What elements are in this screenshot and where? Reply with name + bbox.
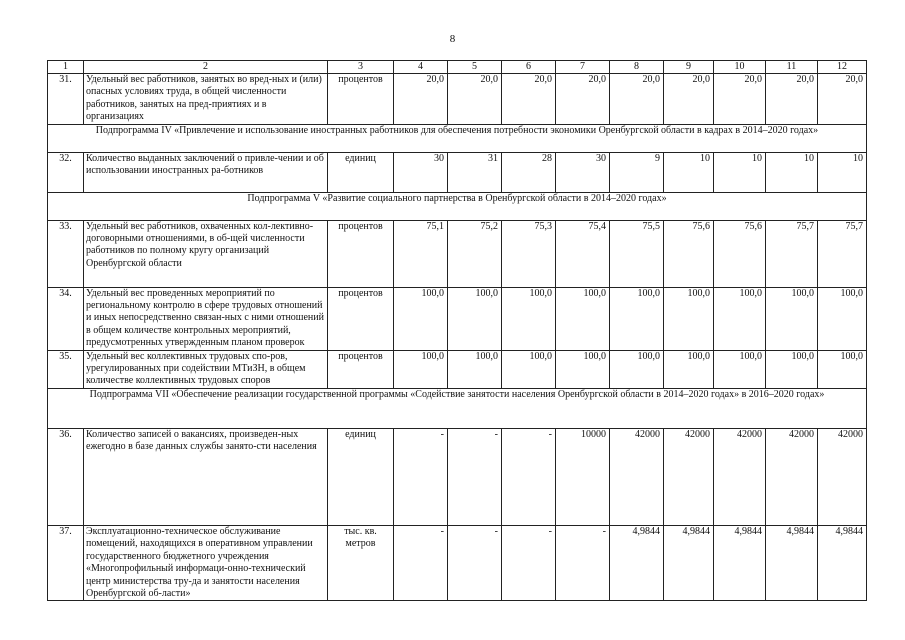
unit-cell: процентов (328, 287, 394, 350)
value-cell: 100,0 (664, 350, 714, 388)
value-cell: 10000 (556, 428, 610, 525)
indicator-name: Удельный вес работников, занятых во вред-ных и (или) опасных условиях труда, в общей численности работников, занятых на пред-приятиях и в организациях (84, 74, 328, 125)
value-cell: 100,0 (664, 287, 714, 350)
row-number: 35. (48, 350, 84, 388)
row-number: 36. (48, 428, 84, 525)
indicator-name: Эксплуатационно-техническое обслуживание помещений, находящихся в оперативном управлении государственного бюджетного учреждения «Многопрофильный информаци-онно-технический центр министерства тру-да и занятости населения Оренбургской об-ласти» (84, 525, 328, 600)
column-header: 4 (394, 61, 448, 74)
value-cell: 100,0 (556, 350, 610, 388)
value-cell: 4,9844 (610, 525, 664, 600)
value-cell: 100,0 (394, 350, 448, 388)
value-cell: 20,0 (766, 74, 818, 125)
subprogram-row (48, 124, 867, 152)
value-cell: 100,0 (556, 287, 610, 350)
value-cell: 75,1 (394, 220, 448, 287)
value-cell: 20,0 (714, 74, 766, 125)
indicator-name: Удельный вес коллективных трудовых спо-ров, урегулированных при содействии МТиЗН, в общем количестве коллективных трудовых споров (84, 350, 328, 388)
row-number: 31. (48, 74, 84, 125)
unit-cell: единиц (328, 152, 394, 192)
value-cell: 42000 (818, 428, 867, 525)
indicator-name: Количество записей о вакансиях, произведен-ных ежегодно в базе данных службы занято-сти населения (84, 428, 328, 525)
value-cell: 75,3 (502, 220, 556, 287)
value-cell: 4,9844 (766, 525, 818, 600)
table-row (48, 350, 867, 388)
value-cell: 30 (556, 152, 610, 192)
value-cell: 4,9844 (818, 525, 867, 600)
table-row (48, 428, 867, 525)
value-cell: 20,0 (502, 74, 556, 125)
value-cell: 100,0 (394, 287, 448, 350)
value-cell: 75,7 (818, 220, 867, 287)
value-cell: 10 (818, 152, 867, 192)
value-cell: 20,0 (818, 74, 867, 125)
unit-cell: процентов (328, 220, 394, 287)
subprogram-title: Подпрограмма V «Развитие социального партнерства в Оренбургской области в 2014–2020 годах» (48, 192, 867, 220)
table-row (48, 220, 867, 287)
unit-cell: процентов (328, 74, 394, 125)
unit-cell: тыс. кв. метров (328, 525, 394, 600)
value-cell: 20,0 (394, 74, 448, 125)
value-cell: - (394, 428, 448, 525)
value-cell: 75,7 (766, 220, 818, 287)
value-cell: - (556, 525, 610, 600)
column-header: 12 (818, 61, 867, 74)
value-cell: 100,0 (502, 350, 556, 388)
value-cell: 100,0 (818, 350, 867, 388)
value-cell: 20,0 (610, 74, 664, 125)
value-cell: 100,0 (448, 287, 502, 350)
value-cell: 4,9844 (664, 525, 714, 600)
value-cell: 100,0 (766, 350, 818, 388)
subprogram-title: Подпрограмма VII «Обеспечение реализации государственной программы «Содействие занятости населения Оренбургской области в 2014–2020 годах» в 2016–2020 годах» (48, 388, 867, 428)
indicator-name: Количество выданных заключений о привле-чении и об использовании иностранных ра-ботников (84, 152, 328, 192)
value-cell: 100,0 (766, 287, 818, 350)
column-header: 3 (328, 61, 394, 74)
value-cell: - (448, 525, 502, 600)
row-number: 33. (48, 220, 84, 287)
value-cell: 4,9844 (714, 525, 766, 600)
value-cell: 75,2 (448, 220, 502, 287)
column-header: 8 (610, 61, 664, 74)
value-cell: 100,0 (610, 287, 664, 350)
column-header: 7 (556, 61, 610, 74)
column-header: 9 (664, 61, 714, 74)
value-cell: 9 (610, 152, 664, 192)
subprogram-title: Подпрограмма IV «Привлечение и использование иностранных работников для обеспечения потребности экономики Оренбургской области в кадрах в 2014–2020 годах» (48, 124, 867, 152)
subprogram-row (48, 192, 867, 220)
column-header: 10 (714, 61, 766, 74)
value-cell: 42000 (664, 428, 714, 525)
row-number: 34. (48, 287, 84, 350)
column-header: 5 (448, 61, 502, 74)
value-cell: 28 (502, 152, 556, 192)
column-header: 11 (766, 61, 818, 74)
value-cell: 10 (714, 152, 766, 192)
value-cell: - (502, 525, 556, 600)
value-cell: 100,0 (714, 287, 766, 350)
table-row (48, 287, 867, 350)
column-header: 6 (502, 61, 556, 74)
value-cell: 100,0 (818, 287, 867, 350)
value-cell: 100,0 (610, 350, 664, 388)
value-cell: 10 (664, 152, 714, 192)
value-cell: 31 (448, 152, 502, 192)
value-cell: 100,0 (502, 287, 556, 350)
value-cell: 30 (394, 152, 448, 192)
value-cell: 100,0 (714, 350, 766, 388)
table-row (48, 74, 867, 125)
unit-cell: единиц (328, 428, 394, 525)
value-cell: 42000 (610, 428, 664, 525)
row-number: 32. (48, 152, 84, 192)
row-number: 37. (48, 525, 84, 600)
value-cell: - (502, 428, 556, 525)
table-row (48, 152, 867, 192)
value-cell: 75,5 (610, 220, 664, 287)
value-cell: 100,0 (448, 350, 502, 388)
value-cell: - (448, 428, 502, 525)
column-header: 2 (84, 61, 328, 74)
value-cell: 20,0 (556, 74, 610, 125)
subprogram-row (48, 388, 867, 428)
table-header-row (48, 61, 867, 74)
value-cell: 20,0 (664, 74, 714, 125)
indicator-name: Удельный вес проведенных мероприятий по региональному контролю в сфере трудовых отношений и иных непосредственно связан-ных с ними отношений в общем количестве контрольных мероприятий, предусмотренных утвержденным планом проверок (84, 287, 328, 350)
value-cell: - (394, 525, 448, 600)
page-number: 8 (449, 33, 456, 45)
value-cell: 75,4 (556, 220, 610, 287)
value-cell: 20,0 (448, 74, 502, 125)
value-cell: 42000 (766, 428, 818, 525)
unit-cell: процентов (328, 350, 394, 388)
indicator-name: Удельный вес работников, охваченных кол-лективно-договорными отношениями, в об-щей численности работников по полному кругу организаций Оренбургской области (84, 220, 328, 287)
value-cell: 42000 (714, 428, 766, 525)
column-header: 1 (48, 61, 84, 74)
table-row (48, 525, 867, 600)
value-cell: 75,6 (714, 220, 766, 287)
indicators-table (47, 60, 867, 601)
value-cell: 75,6 (664, 220, 714, 287)
value-cell: 10 (766, 152, 818, 192)
